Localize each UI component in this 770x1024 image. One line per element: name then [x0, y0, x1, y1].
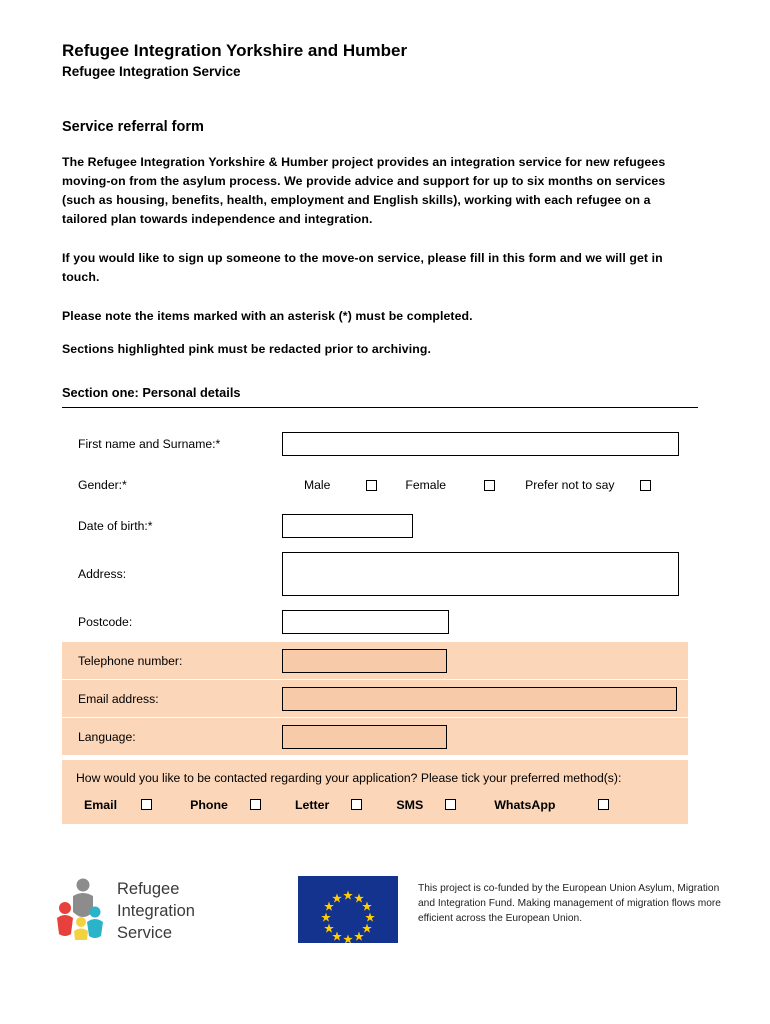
- contact-preference-block: [62, 760, 688, 824]
- contact-method-sms-checkbox[interactable]: [445, 799, 456, 810]
- telephone-input[interactable]: [282, 649, 447, 673]
- dob-label: Date of birth:*: [78, 519, 153, 534]
- postcode-input[interactable]: [282, 610, 449, 634]
- email-label: Email address:: [78, 691, 159, 706]
- language-label: Language:: [78, 729, 136, 744]
- logo-text: [117, 879, 195, 944]
- contact-method-email-label: Email: [84, 797, 118, 812]
- email-input[interactable]: [282, 687, 677, 711]
- dob-input[interactable]: [282, 514, 413, 538]
- european-union-flag-icon: [298, 876, 398, 943]
- gender-option-prefer-not-to-say[interactable]: [525, 478, 651, 492]
- contact-method-options: [76, 798, 674, 812]
- contact-method-email[interactable]: [84, 798, 152, 812]
- contact-preference-question: How would you like to be contacted regarding your application? Please tick your preferred method(s):: [76, 771, 622, 786]
- section-one-heading: Section one: Personal details: [62, 385, 698, 408]
- gender-female-checkbox[interactable]: [484, 480, 495, 491]
- address-input[interactable]: [282, 552, 679, 596]
- document-content: [62, 40, 698, 824]
- contact-method-sms[interactable]: [396, 798, 456, 812]
- gender-options: [282, 478, 651, 492]
- row-email: [62, 680, 688, 717]
- pink-redaction-note: Sections highlighted pink must be redacted prior to archiving.: [62, 342, 432, 357]
- form-title: Service referral form: [62, 118, 204, 135]
- logo-line-1: Refugee: [117, 880, 180, 898]
- personal-details-fields: [62, 424, 688, 824]
- contact-method-whatsapp-checkbox[interactable]: [598, 799, 609, 810]
- contact-method-sms-label: SMS: [396, 797, 424, 812]
- contact-method-phone[interactable]: [190, 798, 261, 812]
- page-subtitle: Refugee Integration Service: [62, 64, 241, 80]
- contact-method-phone-checkbox[interactable]: [250, 799, 261, 810]
- name-label: First name and Surname:*: [78, 437, 221, 452]
- gender-male-label: Male: [304, 478, 331, 493]
- row-address: [62, 546, 688, 602]
- contact-method-phone-label: Phone: [190, 797, 228, 812]
- logo-line-2: Integration: [117, 901, 195, 920]
- intro-paragraph: The Refugee Integration Yorkshire & Humber project provides an integration service for new refugees moving-on from the asylum process. We provide advice and support for up to six months on services (such as housing, benefits, health, employment and English skills), working with each refugee on a tailored plan towards independence and integration.: [62, 154, 666, 226]
- name-input[interactable]: [282, 432, 679, 456]
- address-label: Address:: [78, 567, 127, 582]
- gender-prefer-checkbox[interactable]: [640, 480, 651, 491]
- telephone-label: Telephone number:: [78, 653, 183, 668]
- gender-option-male[interactable]: [304, 478, 377, 492]
- logo: [55, 872, 295, 952]
- row-language: [62, 718, 688, 755]
- contact-method-letter-label: Letter: [294, 797, 330, 812]
- row-telephone: [62, 642, 688, 679]
- contact-method-email-checkbox[interactable]: [141, 799, 152, 810]
- gender-label: Gender:*: [78, 478, 127, 493]
- refugee-integration-service-logo-icon: [55, 878, 113, 940]
- row-dob: [62, 506, 688, 546]
- contact-method-whatsapp[interactable]: [494, 798, 608, 812]
- row-name: [62, 424, 688, 464]
- page-title: Refugee Integration Yorkshire and Humber: [62, 41, 408, 60]
- asterisk-note: Please note the items marked with an asterisk (*) must be completed.: [62, 309, 473, 324]
- contact-method-letter-checkbox[interactable]: [351, 799, 362, 810]
- document-footer: [0, 862, 770, 982]
- language-input[interactable]: [282, 725, 447, 749]
- gender-male-checkbox[interactable]: [366, 480, 377, 491]
- logo-line-3: Service: [117, 923, 173, 942]
- row-gender: [62, 464, 688, 506]
- contact-method-whatsapp-label: WhatsApp: [494, 797, 556, 812]
- row-postcode: [62, 602, 688, 642]
- gender-prefer-label: Prefer not to say: [525, 478, 615, 493]
- gender-option-female[interactable]: [405, 478, 495, 492]
- gender-female-label: Female: [405, 478, 447, 493]
- postcode-label: Postcode:: [78, 615, 133, 630]
- eu-funding-text: This project is co-funded by the European Union Asylum, Migration and Integration Fund. Making management of migration flows more efficient across the European Union.: [418, 883, 721, 924]
- signup-paragraph: If you would like to sign up someone to the move-on service, please fill in this form and we will get in touch.: [62, 250, 663, 285]
- contact-method-letter[interactable]: [295, 798, 362, 812]
